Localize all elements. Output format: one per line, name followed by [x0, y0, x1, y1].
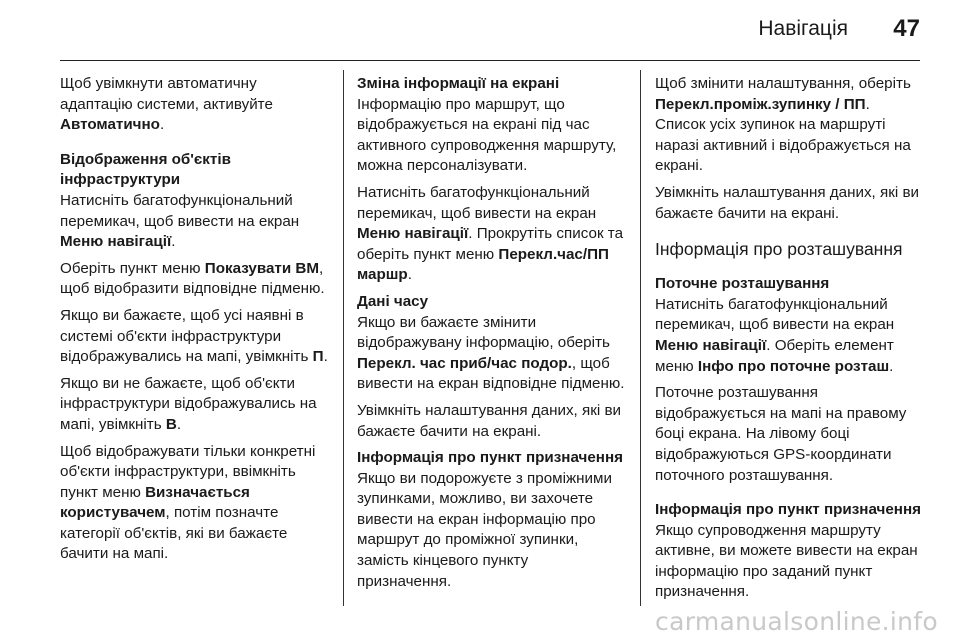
paragraph-change-settings: Щоб змінити налаштування, оберіть Перекл.проміж.зупинку / ПП. Список усіх зупинок на маршруті наразі активний і відображується на екрані. [655, 75, 911, 175]
paragraph-enable-data: Увімкніть налаштування даних, які ви бажаєте бачити на екрані. [357, 401, 622, 440]
paragraph-enable-data-2: Увімкніть налаштування даних, які ви бажаєте бачити на екрані. [655, 183, 920, 222]
paragraph-destination-info: Інформація про пункт призначення Якщо ви подорожуєте з проміжними зупинками, можливо, ви захочете вивести на екран інформацію про маршрут до проміжної зупинки, замість кінцевого пункту призначення. [357, 449, 624, 590]
column-divider-1 [343, 70, 344, 606]
column-2 [357, 74, 625, 598]
heading-infrastructure: Відображення об'єктів інфраструктури Натисніть багатофункціональний перемикач, щоб вивести на екран Меню навігації. [60, 150, 300, 251]
paragraph-destination-info-2: Інформація про пункт призначення Якщо супроводження маршруту активне, ви можете вивести на екран інформацію про заданий пункт призначення. [655, 501, 922, 601]
page-title: Навігація [758, 17, 848, 40]
section-title-location: Інформація про розташування [655, 239, 903, 260]
paragraph-current-location: Поточне розташування Натисніть багатофункціональний перемикач, щоб вивести на екран Меню навігації. Оберіть елемент меню Інфо про поточне розташ. [655, 275, 895, 375]
paragraph-no-objects: Якщо ви не бажаєте, щоб об'єкти інфраструктури відображувались на мапі, увімкніть В. [60, 374, 317, 433]
watermark: carmanualsonline.info [655, 607, 938, 636]
column-divider-2 [640, 70, 641, 606]
paragraph-custom-objects: Щоб відображувати тільки конкретні об'єкти інфраструктури, ввімкніть пункт меню Визначається користувачем, потім позначте категорії об'єктів, які ви бажаєте бачити на мапі. [60, 442, 316, 563]
paragraph-screen-info: Зміна інформації на екрані Інформацію про маршрут, що відображується на екрані під час активного супроводження маршруту, можна персоналізувати. [357, 75, 617, 175]
page-number: 47 [893, 15, 920, 42]
column-3 [655, 74, 923, 609]
paragraph-auto-adapt: Щоб увімкнути автоматичну адаптацію системи, активуйте Автоматично. [60, 75, 273, 134]
paragraph-route-menu: Натисніть багатофункціональний перемикач, щоб вивести на екран Меню навігації. Прокрутіть список та оберіть пункт меню Перекл.час/ПП маршр. [357, 183, 624, 284]
paragraph-show-menu: Оберіть пункт меню Показувати ВМ, щоб відобразити відповідне підменю. [60, 259, 325, 298]
column-1 [60, 74, 328, 571]
paragraph-location-map: Поточне розташування відображується на мапі на правому боці екрана. На лівому боці відображуються GPS-координати поточного розташування. [655, 384, 907, 484]
header-rule [60, 60, 920, 61]
paragraph-all-objects: Якщо ви бажаєте, щоб усі наявні в системі об'єкти інфраструктури відображувались на мапі, увімкніть П. [60, 306, 328, 366]
paragraph-time-data: Дані часу Якщо ви бажаєте змінити відображувану інформацію, оберіть Перекл. час приб/час подор., щоб вивести на екран відповідне підменю. [357, 292, 625, 393]
page-header [0, 0, 960, 62]
